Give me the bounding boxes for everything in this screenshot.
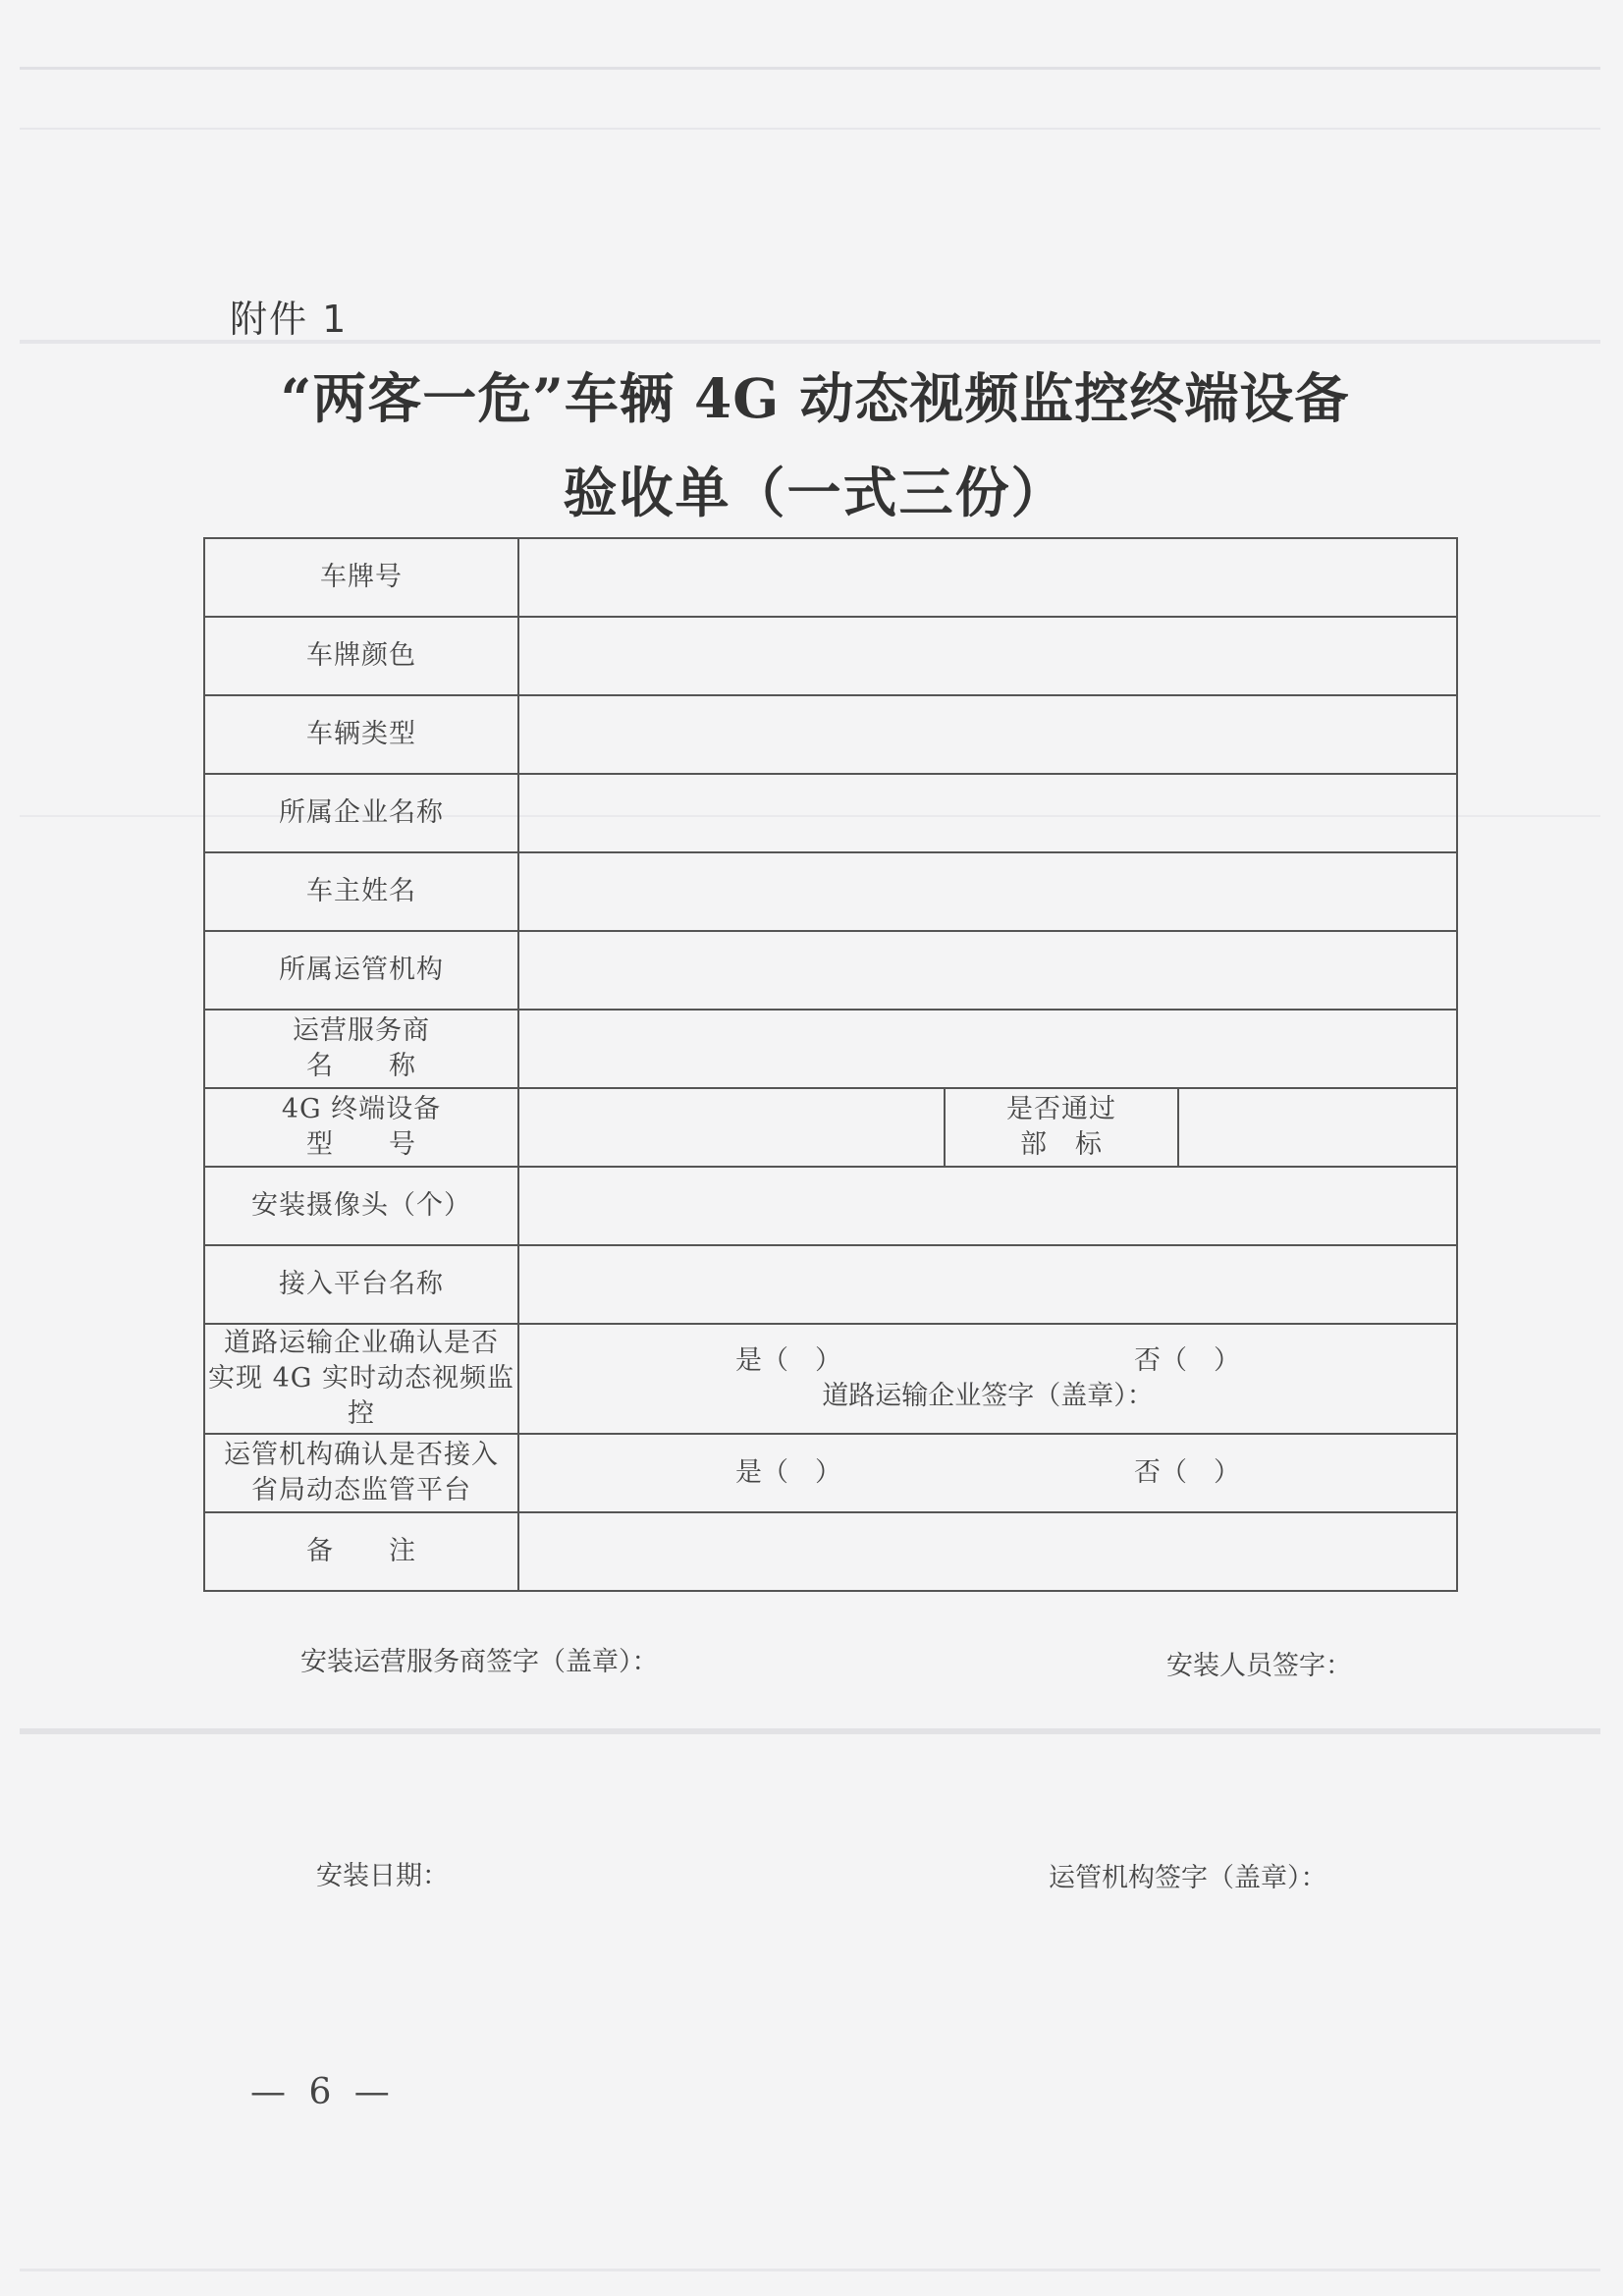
acceptance-form-table: [203, 537, 1458, 1592]
vehicle-type-field[interactable]: [518, 695, 1457, 774]
owner-name-field[interactable]: [518, 852, 1457, 931]
attachment-label: 附件 1: [230, 298, 349, 341]
plate-color-field[interactable]: [518, 617, 1457, 695]
form-row-service-provider: [204, 1010, 1457, 1088]
service-provider-label: [204, 1010, 518, 1088]
form-row-agency-confirm: [204, 1434, 1457, 1512]
platform-field[interactable]: [518, 1245, 1457, 1324]
scan-artifact-line: [20, 67, 1600, 70]
remarks-label: 备 注: [204, 1512, 518, 1591]
form-row-platform: [204, 1245, 1457, 1324]
form-row-vehicle-type: [204, 695, 1457, 774]
document-title-line2: 验收单（一式三份）: [563, 461, 1067, 524]
terminal-model-label: [204, 1088, 518, 1167]
enterprise-signature-label: 道路运输企业签字（盖章）：: [822, 1381, 1154, 1411]
owner-name-label: 车主姓名: [204, 852, 518, 931]
enterprise-confirm-cell: [518, 1324, 1457, 1434]
agency-confirm-label-line2: 省局动态监管平台: [251, 1475, 471, 1505]
provider-signature-label: 安装运营服务商签字（盖章）：: [300, 1647, 659, 1677]
form-row-owner-name: [204, 852, 1457, 931]
enterprise-confirm-label-line3: 控: [348, 1398, 375, 1429]
service-provider-label-line1: 运营服务商: [293, 1015, 430, 1046]
installer-signature-label: 安装人员签字：: [1166, 1651, 1352, 1681]
cameras-label: 安装摄像头（个）: [204, 1167, 518, 1245]
enterprise-name-label: 所属企业名称: [204, 774, 518, 852]
form-row-plate-color: [204, 617, 1457, 695]
enterprise-confirm-label-line2: 实现 4G 实时动态视频监: [208, 1363, 514, 1394]
scan-artifact-line: [20, 1728, 1600, 1734]
terminal-model-label-line2: 型 号: [306, 1129, 416, 1160]
standard-passed-label-line2: 部 标: [1020, 1129, 1103, 1160]
standard-passed-field[interactable]: [1178, 1088, 1457, 1167]
vehicle-type-label: 车辆类型: [204, 695, 518, 774]
enterprise-confirm-label-line1: 道路运输企业确认是否: [224, 1328, 499, 1358]
enterprise-name-field[interactable]: [518, 774, 1457, 852]
form-row-terminal-model: [204, 1088, 1457, 1167]
service-provider-field[interactable]: [518, 1010, 1457, 1088]
terminal-model-field[interactable]: [518, 1088, 945, 1167]
form-row-enterprise-name: [204, 774, 1457, 852]
service-provider-label-line2: 名 称: [306, 1051, 416, 1081]
agency-confirm-yes[interactable]: 是（ ）: [735, 1457, 841, 1488]
standard-passed-label-line1: 是否通过: [1006, 1094, 1116, 1124]
scan-artifact-line: [20, 2269, 1600, 2271]
plate-number-field[interactable]: [518, 538, 1457, 617]
form-row-enterprise-confirm: [204, 1324, 1457, 1434]
agency-signature-label: 运管机构签字（盖章）：: [1049, 1863, 1327, 1893]
scan-artifact-line: [20, 128, 1600, 130]
enterprise-confirm-yes[interactable]: 是（ ）: [735, 1345, 841, 1376]
agency-confirm-cell: [518, 1434, 1457, 1512]
enterprise-confirm-label: [204, 1324, 518, 1434]
page-number: — 6 —: [250, 2072, 396, 2112]
install-date-label: 安装日期：: [316, 1861, 449, 1891]
platform-label: 接入平台名称: [204, 1245, 518, 1324]
enterprise-confirm-options: [519, 1343, 1456, 1379]
terminal-model-label-line1: 4G 终端设备: [281, 1094, 442, 1124]
form-row-cameras: [204, 1167, 1457, 1245]
cameras-field[interactable]: [518, 1167, 1457, 1245]
enterprise-confirm-no[interactable]: 否（ ）: [1134, 1345, 1241, 1376]
form-row-remarks: [204, 1512, 1457, 1591]
agency-confirm-label-line1: 运管机构确认是否接入: [224, 1440, 499, 1470]
document-title-line1: “两客一危”车辆 4G 动态视频监控终端设备: [280, 366, 1350, 430]
agency-confirm-no[interactable]: 否（ ）: [1134, 1457, 1241, 1488]
transport-agency-label: 所属运管机构: [204, 931, 518, 1010]
form-row-transport-agency: [204, 931, 1457, 1010]
standard-passed-label: [945, 1088, 1178, 1167]
plate-color-label: 车牌颜色: [204, 617, 518, 695]
remarks-field[interactable]: [518, 1512, 1457, 1591]
agency-confirm-label: [204, 1434, 518, 1512]
plate-number-label: 车牌号: [204, 538, 518, 617]
agency-confirm-options: [519, 1455, 1456, 1491]
form-row-plate-number: [204, 538, 1457, 617]
transport-agency-field[interactable]: [518, 931, 1457, 1010]
